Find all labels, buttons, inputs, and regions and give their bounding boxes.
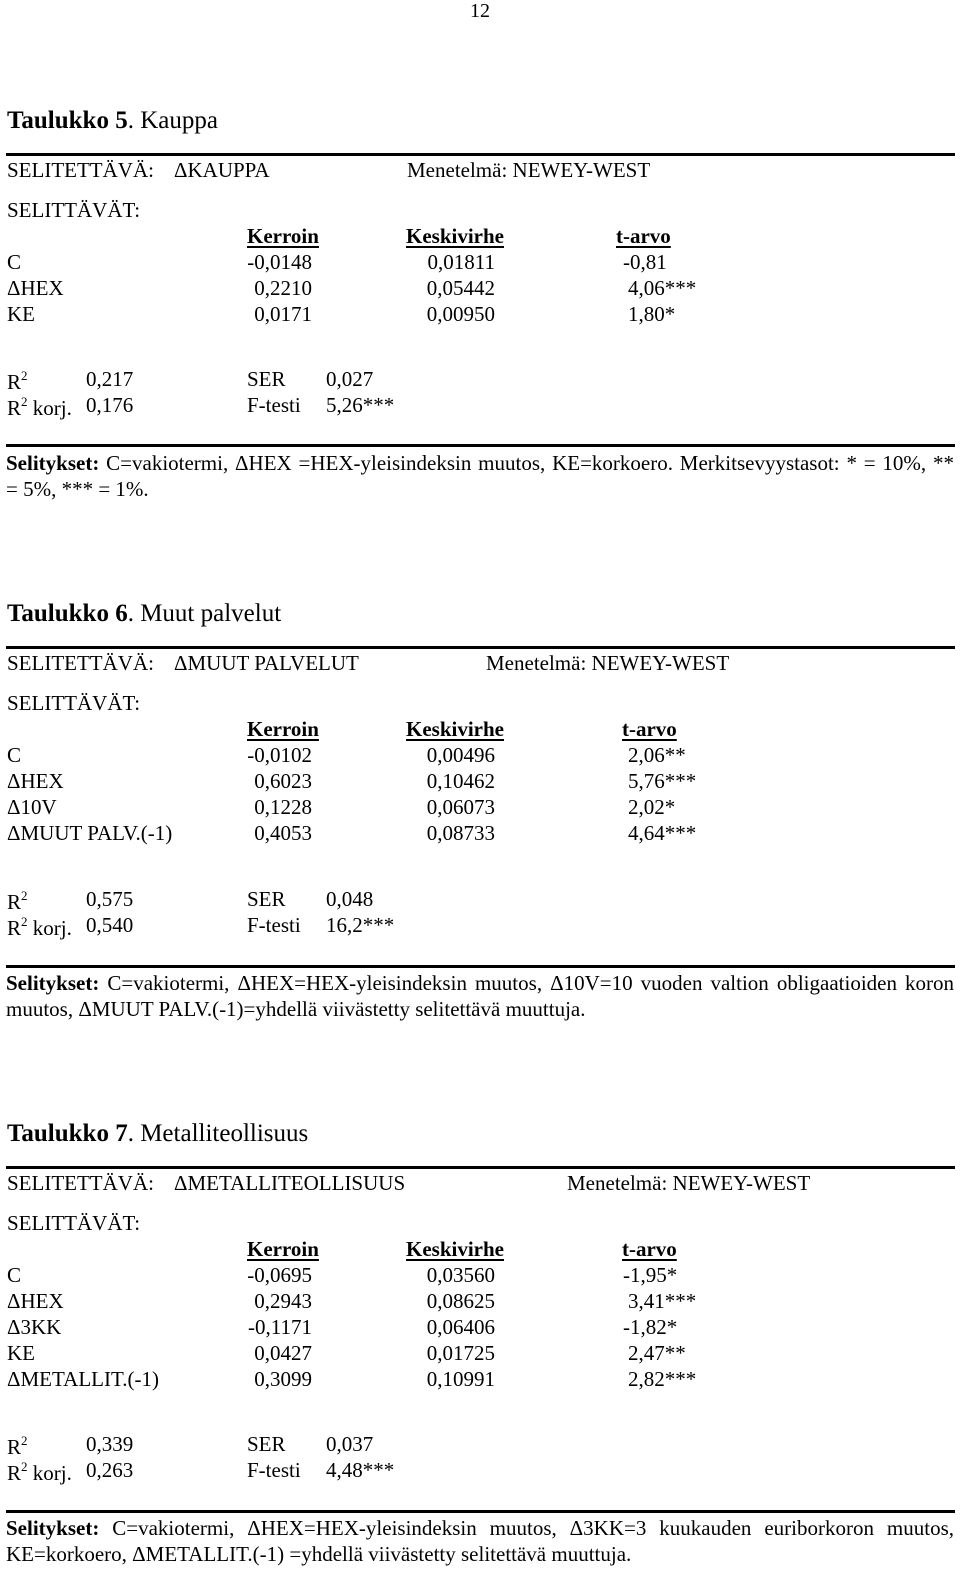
row-se: 0,08625 <box>426 1289 495 1313</box>
row-se: 0,01811 <box>427 250 495 274</box>
r2adj-value: 0,540 <box>86 913 134 937</box>
row-se: 0,03560 <box>426 1263 495 1287</box>
notes-rule <box>6 965 955 968</box>
row-coef: -0,0148 <box>247 250 312 274</box>
row-name: ΔHEX <box>7 769 64 793</box>
row-name: KE <box>7 1341 35 1365</box>
row-name: C <box>7 743 22 767</box>
ftest-label: F-testi <box>247 393 301 417</box>
row-t: 1,80* <box>628 302 676 326</box>
header-se: Keskivirhe <box>406 717 504 741</box>
r2-value: 0,339 <box>86 1432 134 1456</box>
method-label: Menetelmä: NEWEY-WEST <box>567 1171 811 1195</box>
ftest-value: 5,26*** <box>326 393 395 417</box>
row-se: 0,01725 <box>426 1341 495 1365</box>
regressors-label: SELITTÄVÄT: <box>7 1211 141 1235</box>
r2-label: $R^2$ <box>7 1433 28 1459</box>
row-t: 5,76*** <box>628 769 697 793</box>
ser-value: 0,037 <box>326 1432 374 1456</box>
r2-value: 0,575 <box>86 887 134 911</box>
ser-value: 0,048 <box>326 887 374 911</box>
dependent-label: SELITETTÄVÄ: <box>7 1171 154 1195</box>
top-rule <box>6 646 955 649</box>
ser-label: SER <box>247 367 286 391</box>
row-t: -0,81 <box>623 250 667 274</box>
row-coef: -0,1171 <box>248 1315 312 1339</box>
row-coef: -0,0102 <box>247 743 312 767</box>
header-t: t-arvo <box>622 717 677 741</box>
ftest-value: 16,2*** <box>326 913 395 937</box>
ftest-label: F-testi <box>247 1458 301 1482</box>
row-se: 0,10462 <box>426 769 495 793</box>
row-name: C <box>7 1263 22 1287</box>
r2adj-value: 0,263 <box>86 1458 134 1482</box>
row-coef: 0,4053 <box>254 821 312 845</box>
row-t: -1,95* <box>623 1263 678 1287</box>
regressors-label: SELITTÄVÄT: <box>7 691 141 715</box>
row-coef: 0,2210 <box>254 276 312 300</box>
top-rule <box>6 1166 955 1169</box>
header-se: Keskivirhe <box>406 1237 504 1261</box>
row-se: 0,08733 <box>426 821 495 845</box>
row-name: ΔMUUT PALV.(-1) <box>7 821 173 845</box>
ser-label: SER <box>247 1432 286 1456</box>
row-name: ΔHEX <box>7 1289 64 1313</box>
ser-label: SER <box>247 887 286 911</box>
row-coef: -0,0695 <box>247 1263 312 1287</box>
header-t: t-arvo <box>622 1237 677 1261</box>
row-t: 2,47** <box>628 1341 686 1365</box>
table-notes: Selitykset: C=vakiotermi, ΔHEX=HEX-yleisindeksin muutos, Δ3KK=3 kuukauden euriborkoron muutos, KE=korkoero, ΔMETALLIT.(-1) =yhdellä viivästetty selitettävä muuttuja. <box>6 1516 954 1566</box>
header-t: t-arvo <box>616 224 671 248</box>
row-name: ΔHEX <box>7 276 64 300</box>
row-se: 0,05442 <box>426 276 495 300</box>
table-title: Taulukko 5. Kauppa <box>7 107 218 134</box>
row-name: Δ3KK <box>7 1315 62 1339</box>
row-t: 2,82*** <box>628 1367 697 1391</box>
page-number: 12 <box>470 0 490 22</box>
row-t: 4,64*** <box>628 821 697 845</box>
table-notes: Selitykset: C=vakiotermi, ΔHEX=HEX-yleisindeksin muutos, Δ10V=10 vuoden valtion obligaatioiden koron muutos, ΔMUUT PALV.(-1)=yhdellä viivästetty selitettävä muuttuja. <box>6 971 954 1021</box>
row-se: 0,06406 <box>426 1315 495 1339</box>
r2adj-value: 0,176 <box>86 393 134 417</box>
dependent-label: SELITETTÄVÄ: <box>7 651 154 675</box>
row-name: C <box>7 250 22 274</box>
regressors-label: SELITTÄVÄT: <box>7 198 141 222</box>
top-rule <box>6 153 955 156</box>
method-label: Menetelmä: NEWEY-WEST <box>486 651 730 675</box>
row-name: KE <box>7 302 35 326</box>
table-title: Taulukko 7. Metalliteollisuus <box>7 1120 309 1147</box>
row-coef: 0,1228 <box>254 795 312 819</box>
r2adj-label: $R^2$ korj. <box>7 1459 72 1485</box>
r2-label: $R^2$ <box>7 368 28 394</box>
row-t: 3,41*** <box>628 1289 697 1313</box>
r2adj-label: $R^2$ korj. <box>7 914 72 940</box>
ftest-value: 4,48*** <box>326 1458 395 1482</box>
row-coef: 0,0171 <box>254 302 312 326</box>
row-se: 0,00950 <box>426 302 495 326</box>
table-notes: Selitykset: C=vakiotermi, ΔHEX =HEX-yleisindeksin muutos, KE=korkoero. Merkitsevyystasot: * = 10%, ** = 5%, *** = 1%. <box>6 451 954 501</box>
row-coef: 0,6023 <box>254 769 312 793</box>
table-title: Taulukko 6. Muut palvelut <box>7 600 282 627</box>
row-name: Δ10V <box>7 795 57 819</box>
header-coef: Kerroin <box>247 717 319 741</box>
dependent-variable: ΔMETALLITEOLLISUUS <box>174 1171 406 1195</box>
row-se: 0,10991 <box>426 1367 495 1391</box>
row-coef: 0,2943 <box>254 1289 312 1313</box>
row-se: 0,00496 <box>426 743 495 767</box>
row-se: 0,06073 <box>426 795 495 819</box>
dependent-variable: ΔMUUT PALVELUT <box>174 651 359 675</box>
ftest-label: F-testi <box>247 913 301 937</box>
r2-value: 0,217 <box>86 367 134 391</box>
notes-rule <box>6 1510 955 1513</box>
header-coef: Kerroin <box>247 224 319 248</box>
header-coef: Kerroin <box>247 1237 319 1261</box>
row-t: 2,02* <box>628 795 676 819</box>
row-coef: 0,0427 <box>254 1341 312 1365</box>
r2-label: $R^2$ <box>7 888 28 914</box>
header-se: Keskivirhe <box>406 224 504 248</box>
row-name: ΔMETALLIT.(-1) <box>7 1367 159 1391</box>
r2adj-label: $R^2$ korj. <box>7 394 72 420</box>
method-label: Menetelmä: NEWEY-WEST <box>407 158 651 182</box>
ser-value: 0,027 <box>326 367 374 391</box>
row-t: 2,06** <box>628 743 686 767</box>
notes-rule <box>6 444 955 447</box>
row-coef: 0,3099 <box>254 1367 312 1391</box>
row-t: 4,06*** <box>628 276 697 300</box>
dependent-label: SELITETTÄVÄ: <box>7 158 154 182</box>
row-t: -1,82* <box>623 1315 678 1339</box>
dependent-variable: ΔKAUPPA <box>174 158 270 182</box>
